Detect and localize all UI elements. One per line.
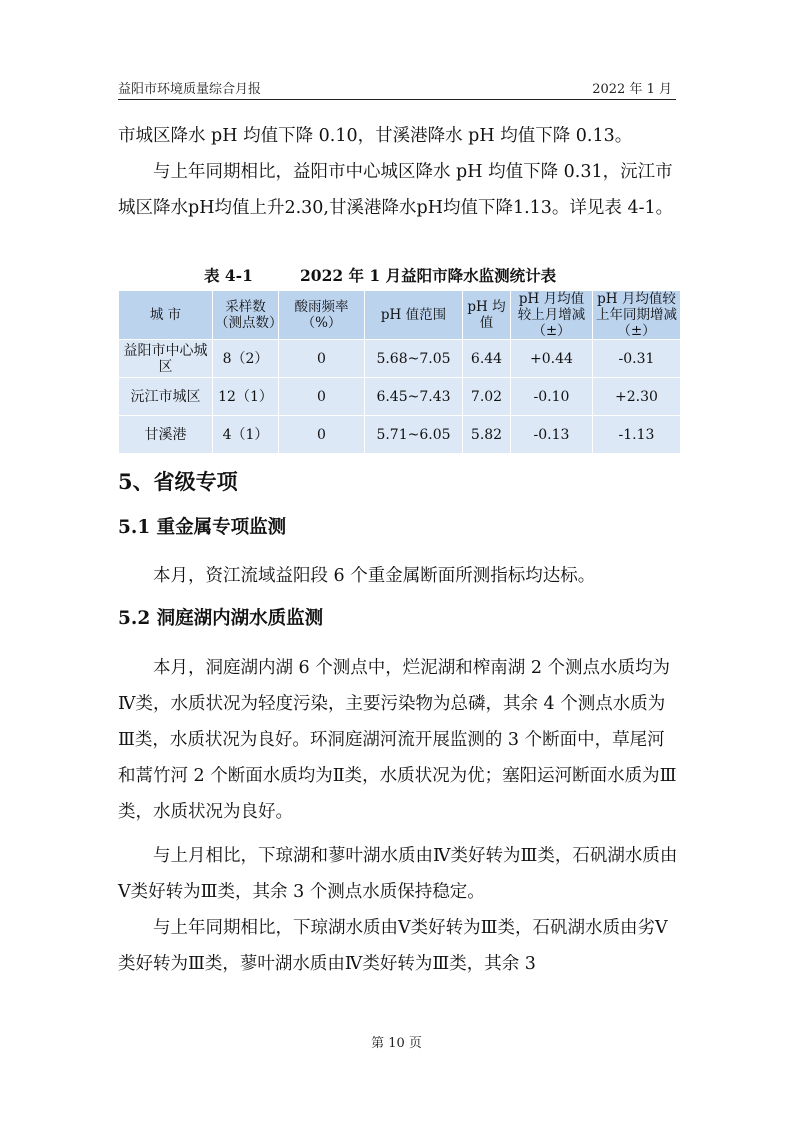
table-caption [118,264,680,290]
table-cell: 5.68~7.05 [365,340,463,378]
table-caption-title: 2022 年 1 月益阳市降水监测统计表 [300,266,557,285]
paragraph-5: 与上月相比，下琼湖和蓼叶湖水质由Ⅳ类好转为Ⅲ类，石矾湖水质由Ⅴ类好转为Ⅲ类，其余 3 个测点水质保持稳定。 [118,846,678,902]
table-cell: 沅江市城区 [119,378,213,416]
table-cell: -1.13 [593,416,681,454]
table-row [119,340,681,378]
page-header [118,76,676,98]
precipitation-table [118,290,681,454]
paragraph-3: 本月，资江流域益阳段 6 个重金属断面所测指标均达标。 [153,566,596,586]
table-cell: 8（2） [213,340,279,378]
table-cell: 4（1） [213,416,279,454]
table-header-cell: pH 月均值较上年同期增减（±） [593,291,681,340]
table-cell: 0 [279,378,365,416]
table-header-cell: 城 市 [119,291,213,340]
table-cell: 7.02 [463,378,511,416]
paragraph-4: 本月，洞庭湖内湖 6 个测点中，烂泥湖和榨南湖 2 个测点水质均为Ⅳ类，水质状况为轻度污染，主要污染物为总磷，其余 4 个测点水质为Ⅲ类，水质状况为良好。环洞庭湖河流开展监测的 3 个断面中，草尾河和蒿竹河 2 个断面水质均为Ⅱ类，水质状况为优；塞阳运河断面水质为Ⅲ类，水质状况为良好。 [118,658,677,822]
table-cell: +2.30 [593,378,681,416]
table-caption-number: 表 4-1 [204,266,253,285]
table-cell: 0 [279,416,365,454]
table-cell: 6.45~7.43 [365,378,463,416]
table-cell: 5.82 [463,416,511,454]
table-cell: 甘溪港 [119,416,213,454]
table-cell: +0.44 [511,340,593,378]
table-cell: -0.13 [511,416,593,454]
table-row [119,416,681,454]
table-cell: -0.10 [511,378,593,416]
table-header-cell: 采样数（测点数） [213,291,279,340]
section-heading-5-1: 5.1 重金属专项监测 [118,517,287,538]
section-heading-5-2: 5.2 洞庭湖内湖水质监测 [118,608,324,629]
table-cell: -0.31 [593,340,681,378]
page-number: 第 10 页 [371,1036,422,1051]
report-date: 2022 年 1 月 [592,82,672,97]
table-header-cell: pH 均值 [463,291,511,340]
table-cell: 益阳市中心城区 [119,340,213,378]
table-cell: 5.71~6.05 [365,416,463,454]
paragraph-2: 与上年同期相比，益阳市中心城区降水 pH 均值下降 0.31，沅江市城区降水pH均值上升2.30,甘溪港降水pH均值下降1.13。详见表 4-1。 [118,162,674,218]
section-heading-5: 5、省级专项 [118,469,238,494]
table-row [119,378,681,416]
paragraph-6: 与上年同期相比，下琼湖水质由Ⅴ类好转为Ⅲ类，石矾湖水质由劣Ⅴ类好转为Ⅲ类，蓼叶湖水质由Ⅳ类好转为Ⅲ类，其余 3 [118,918,668,974]
table-header-cell: pH 月均值较上月增减（±） [511,291,593,340]
table-cell: 6.44 [463,340,511,378]
table-cell: 0 [279,340,365,378]
table-cell: 12（1） [213,378,279,416]
table-header-cell: 酸雨频率（%） [279,291,365,340]
header-divider [118,99,676,100]
report-title: 益阳市环境质量综合月报 [118,82,262,97]
paragraph-1: 市城区降水 pH 均值下降 0.10，甘溪港降水 pH 均值下降 0.13。 [118,126,633,146]
table-header-row [119,291,681,340]
table-header-cell: pH 值范围 [365,291,463,340]
